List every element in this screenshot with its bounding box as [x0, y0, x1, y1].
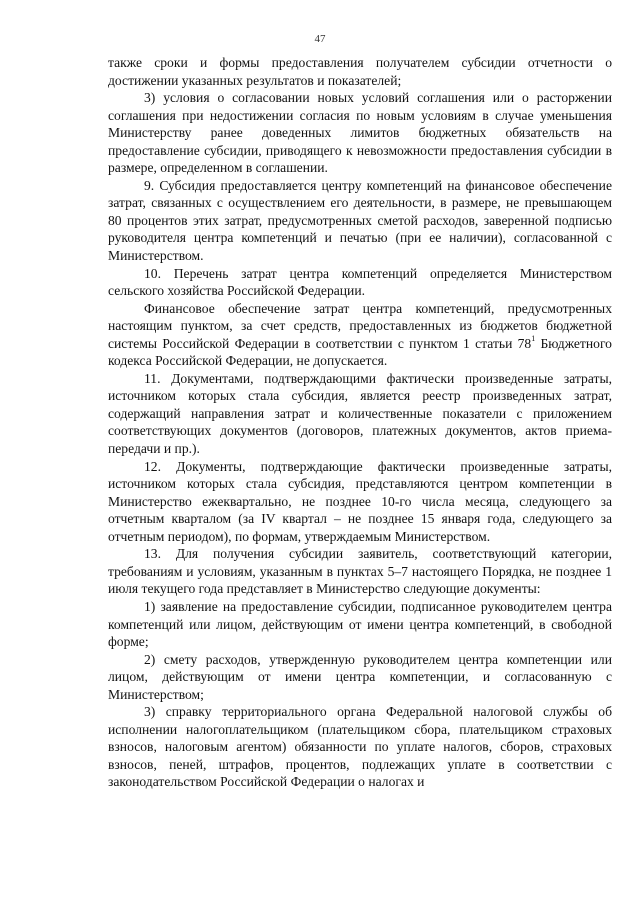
page-number: 47 [314, 33, 326, 45]
paragraph-clause-10: 10. Перечень затрат центра компетенций определяется Министерством сельского хозяйства Российской Федерации. [108, 265, 612, 299]
list-item-3: 3) справку территориального органа Федеральной налоговой службы об исполнении налогоплательщиком (плательщиком сбора, плательщиком страховых взносов, налоговым агентом) обязанности по уплате налогов, сборов, страховых взносов, пеней, штрафов, процентов, подлежащих уплате в соответствии с законодательством Российской Федерации о налогах и [108, 704, 612, 790]
list-item-1: 1) заявление на предоставление субсидии, подписанное руководителем центра компетенций или лицом, действующим от имени центра компетенций, в свободной форме; [108, 598, 612, 650]
paragraph-clause-12: 12. Документы, подтверждающие фактически произведенные затраты, источником которых стала субсидия, представляются центром компетенции в Министерство ежеквартально, не позднее 10-го числа месяца, следующего за отчетным кварталом (за IV квартал – не позднее 15 января года, следующего за отчетным периодом), по формам, утверждаемым Министерством. [108, 458, 612, 544]
document-body [108, 54, 612, 791]
list-item-2: 2) смету расходов, утвержденную руководителем центра компетенции или лицом, действующим от имени центра компетенции, и согласованную с Министерством; [108, 651, 612, 702]
paragraph-financing [108, 300, 612, 370]
paragraph-financing-text-after: Бюджетного кодекса Российской Федерации, не допускается. [108, 335, 612, 369]
paragraph-clause-11: 11. Документами, подтверждающими фактически произведенные затраты, источником которых стала субсидия, является реестр произведенных затрат, содержащий направления затрат и количественные показатели с приложением соответствующих документов (договоров, платежных документов, актов приема-передачи и пр.). [108, 370, 612, 457]
paragraph-financing-text-before: Финансовое обеспечение затрат центра компетенций, предусмотренных настоящим пунктом, за счет средств, предоставленных из бюджетов бюджетной системы Российской Федерации в соответствии с пунктом 1 статьи 78 [108, 300, 612, 351]
paragraph-continuation: также сроки и формы предоставления получателем субсидии отчетности о достижении указанных результатов и показателей; [108, 55, 612, 88]
paragraph-clause-9: 9. Субсидия предоставляется центру компетенций на финансовое обеспечение затрат, связанных с осуществлением его деятельности, в размере, не превышающем 80 процентов этих затрат, предусмотренных сметой расходов, заверенной подписью руководителя центра компетенций и печатью (при ее наличии), согласованной с Министерством. [108, 177, 612, 264]
paragraph-item-3: 3) условия о согласовании новых условий соглашения или о расторжении соглашения при недостижении согласия по новым условиям в случае уменьшения Министерству ранее доведенных лимитов бюджетных обязательств на предоставление субсидии, приводящего к невозможности предоставления субсидии в размере, определенном в соглашении. [108, 90, 612, 176]
paragraph-clause-13: 13. Для получения субсидии заявитель, соответствующий категории, требованиям и условиям, указанным в пунктах 5–7 настоящего Порядка, не позднее 1 июля текущего года представляет в Министерство следующие документы: [108, 546, 612, 597]
footnote-superscript: 1 [531, 334, 536, 344]
